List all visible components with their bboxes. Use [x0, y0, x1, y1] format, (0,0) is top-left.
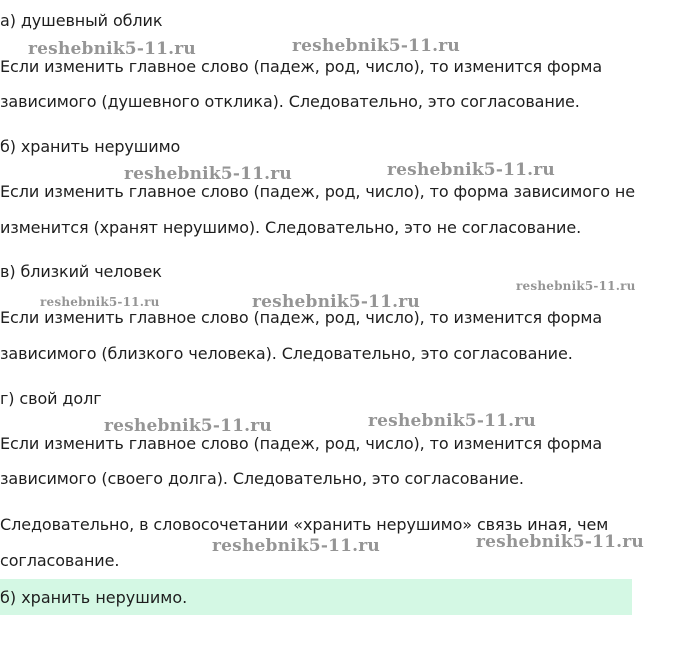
item-b-explanation-line2: изменится (хранят нерушимо). Следовательно, это не согласование. [0, 218, 582, 237]
conclusion-line2: согласование. [0, 551, 120, 570]
watermark: reshebnik5-11.ru [516, 279, 636, 293]
conclusion-line1: Следовательно, в словосочетании «хранить нерушимо» связь иная, чем [0, 515, 609, 534]
item-d-explanation-line1: Если изменить главное слово (падеж, род, число), то изменится форма [0, 434, 603, 453]
watermark: reshebnik5-11.ru [40, 295, 160, 309]
item-d-heading: г) свой долг [0, 389, 102, 408]
item-b-heading: б) хранить нерушимо [0, 137, 181, 156]
watermark: reshebnik5-11.ru [212, 536, 380, 556]
watermark: reshebnik5-11.ru [124, 164, 292, 184]
item-c-explanation-line1: Если изменить главное слово (падеж, род, число), то изменится форма [0, 308, 603, 327]
item-c-heading: в) близкий человек [0, 262, 162, 281]
watermark: reshebnik5-11.ru [252, 292, 420, 312]
watermark: reshebnik5-11.ru [368, 411, 536, 431]
answer-text: б) хранить нерушимо. [0, 588, 188, 607]
watermark: reshebnik5-11.ru [387, 160, 555, 180]
watermark: reshebnik5-11.ru [292, 36, 460, 56]
watermark: reshebnik5-11.ru [476, 532, 644, 552]
item-b-explanation-line1: Если изменить главное слово (падеж, род, число), то форма зависимого не [0, 182, 636, 201]
item-a-explanation-line2: зависимого (душевного отклика). Следовательно, это согласование. [0, 92, 580, 111]
watermark: reshebnik5-11.ru [104, 416, 272, 436]
item-a-explanation-line1: Если изменить главное слово (падеж, род, число), то изменится форма [0, 57, 603, 76]
item-a-heading: а) душевный облик [0, 11, 163, 30]
answer-highlight [0, 579, 632, 615]
item-c-explanation-line2: зависимого (близкого человека). Следовательно, это согласование. [0, 344, 573, 363]
watermark: reshebnik5-11.ru [28, 39, 196, 59]
item-d-explanation-line2: зависимого (своего долга). Следовательно, это согласование. [0, 469, 524, 488]
